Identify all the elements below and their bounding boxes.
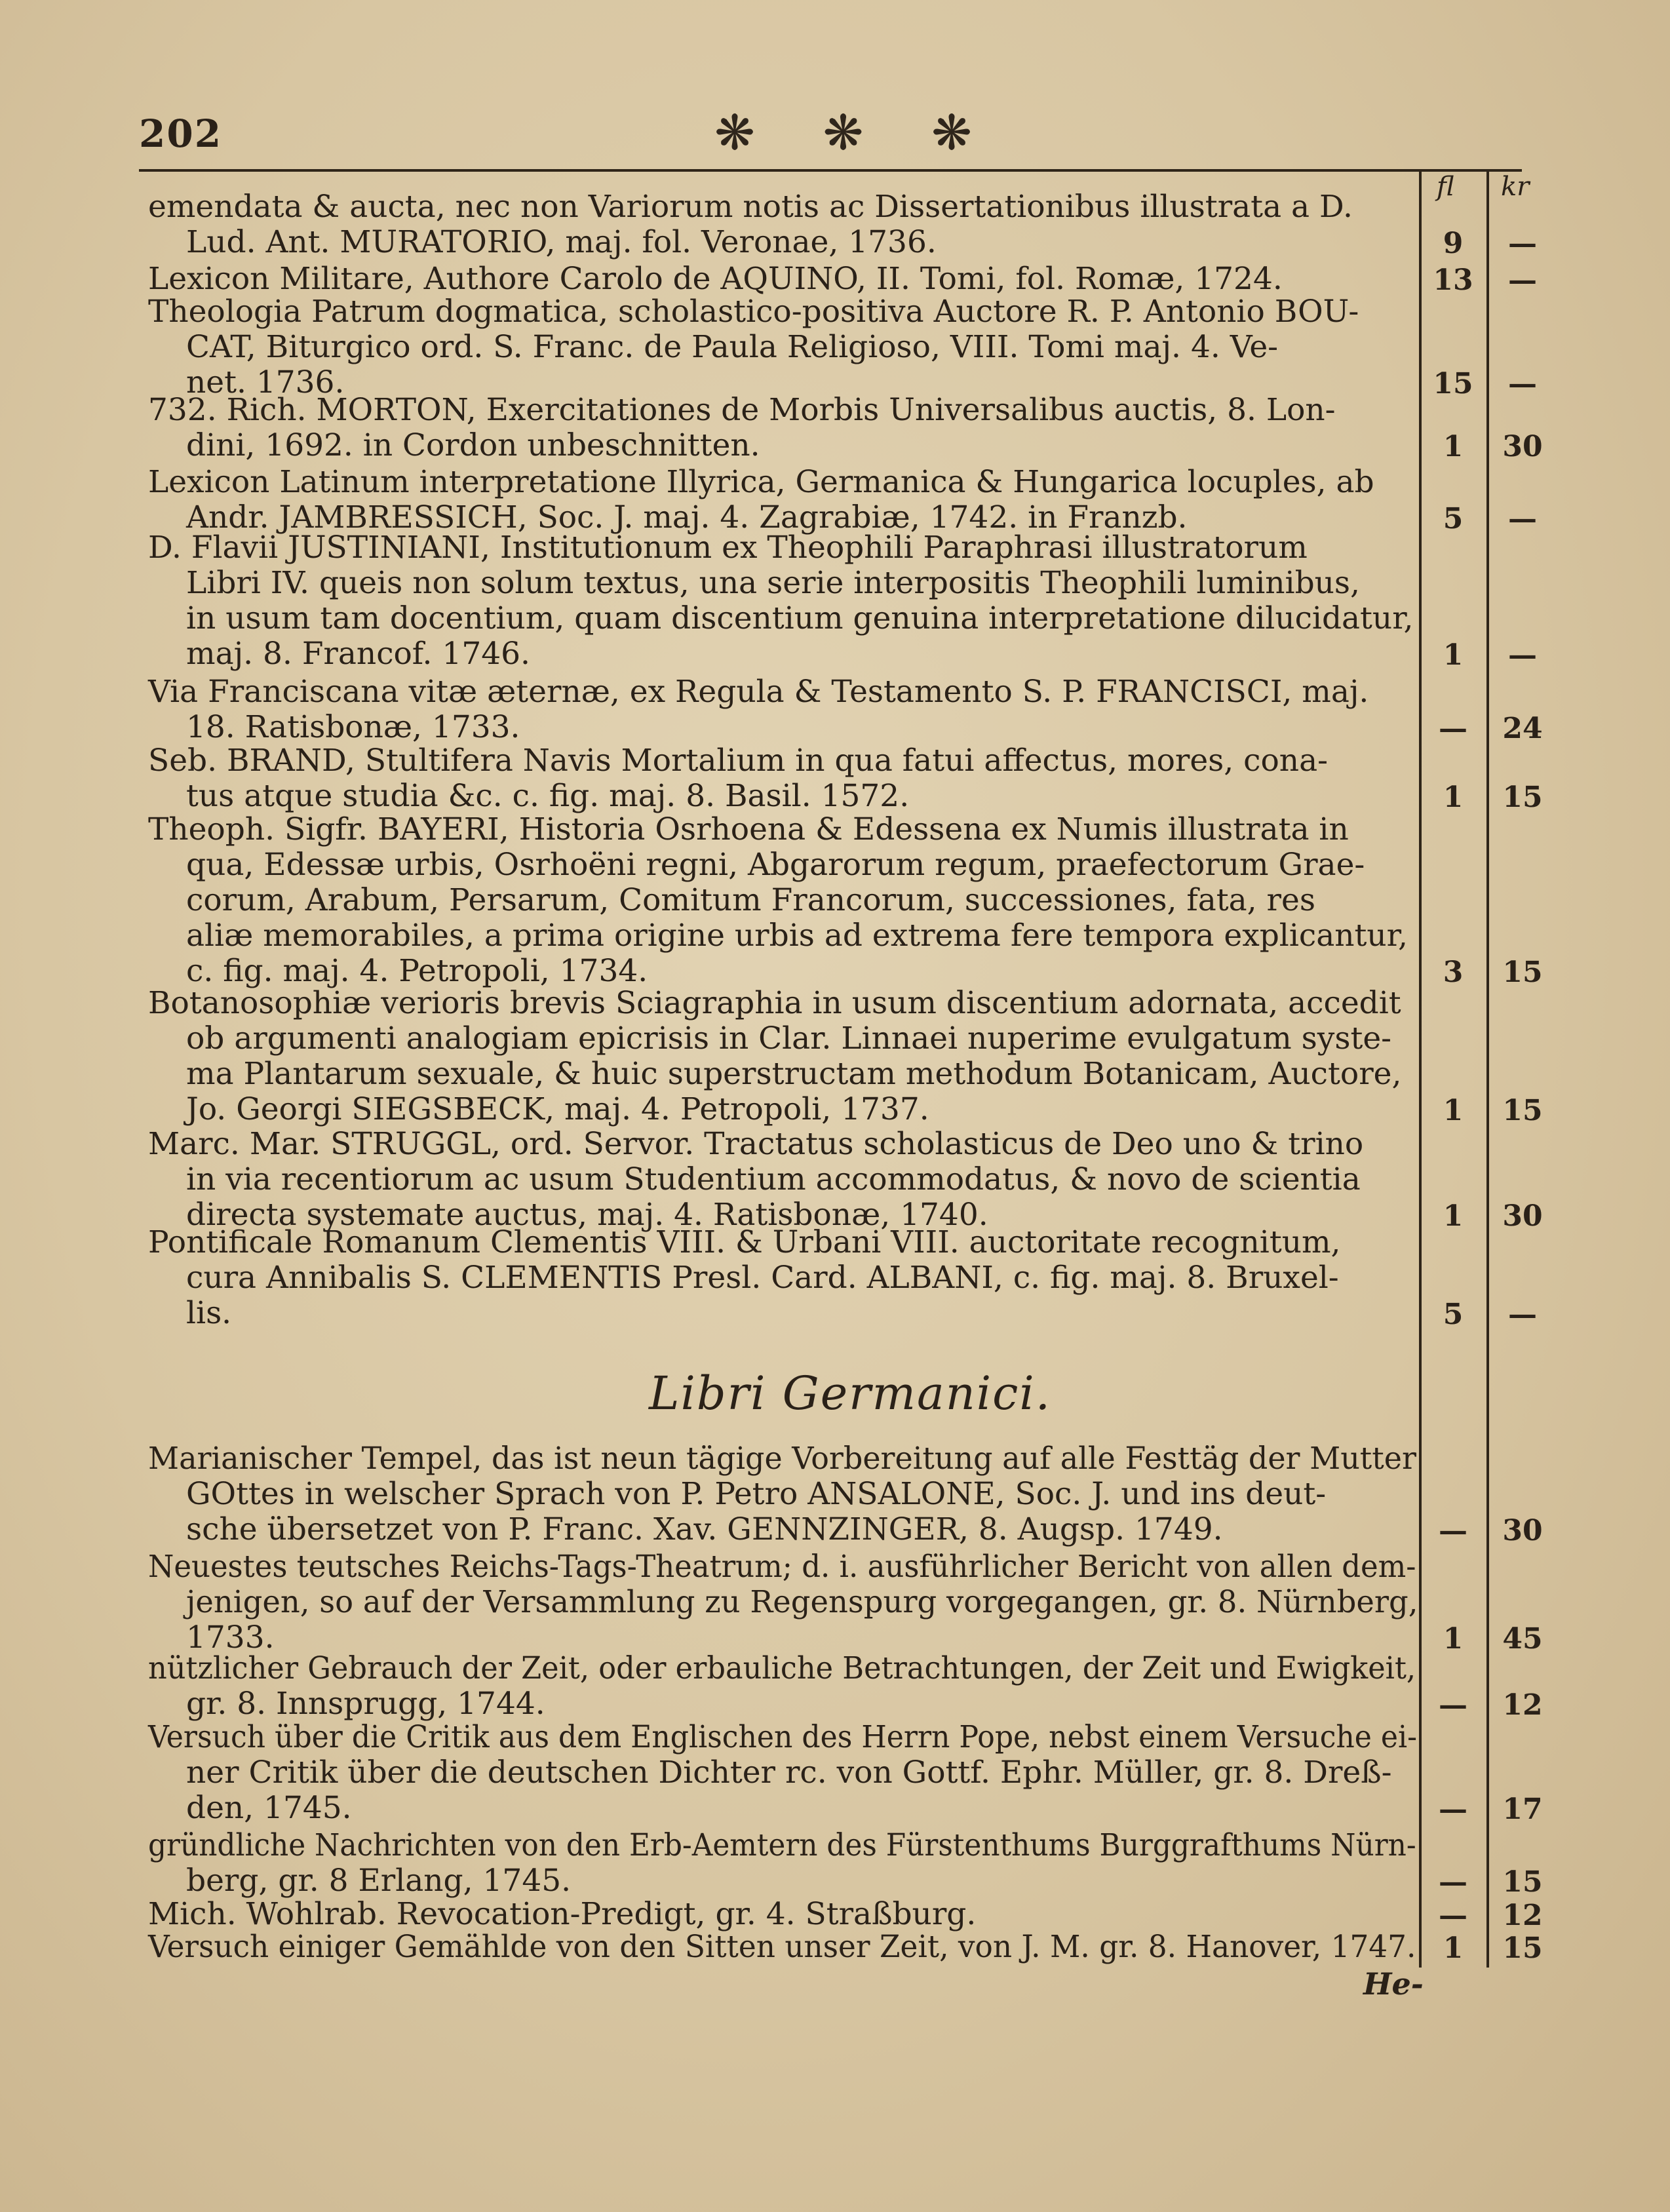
price-kreuzer: 15 <box>1502 956 1543 989</box>
entry-line: Lexicon Militare, Authore Carolo de AQUINO, II. Tomi, fol. Romæ, 1724. <box>148 261 1283 297</box>
price-florin: 1 <box>1443 430 1464 463</box>
entry-line: dini, 1692. in Cordon unbeschnitten. <box>186 427 760 463</box>
price-florin: 13 <box>1433 263 1473 297</box>
price-kreuzer: — <box>1508 638 1537 672</box>
price-florin: 1 <box>1443 781 1464 814</box>
entry-line: 732. Rich. MORTON, Exercitationes de Morbis Universalibus auctis, 8. Lon- <box>148 392 1336 428</box>
price-kreuzer: — <box>1508 367 1537 400</box>
price-florin: — <box>1439 712 1467 745</box>
price-kreuzer: 12 <box>1502 1899 1543 1932</box>
column-rule-left <box>1419 172 1422 1968</box>
entry-line: Libri IV. queis non solum textus, una serie interpositis Theophili luminibus, <box>186 565 1360 601</box>
price-kreuzer: 15 <box>1502 1094 1543 1127</box>
entry-line: berg, gr. 8 Erlang, 1745. <box>186 1863 572 1899</box>
entry-line: GOttes in welscher Sprach von P. Petro ANSALONE, Soc. J. und ins deut- <box>186 1476 1327 1512</box>
entry-line: jenigen, so auf der Versammlung zu Regenspurg vorgegangen, gr. 8. Nürnberg, <box>186 1584 1418 1620</box>
price-kreuzer: — <box>1508 1298 1537 1331</box>
entry-line: corum, Arabum, Persarum, Comitum Francorum, successiones, fata, res <box>186 882 1315 918</box>
price-kreuzer: 45 <box>1502 1622 1543 1656</box>
entry-line: Versuch einiger Gemählde von den Sitten unser Zeit, von J. M. gr. 8. Hanover, 1747. <box>148 1929 1416 1965</box>
entry-line: Theoph. Sigfr. BAYERI, Historia Osrhoena & Edessena ex Numis illustrata in <box>148 811 1349 847</box>
entry-line: Neuestes teutsches Reichs-Tags-Theatrum; d. i. ausführlicher Bericht von allen dem- <box>148 1549 1416 1585</box>
entry-line: sche übersetzet von P. Franc. Xav. GENNZINGER, 8. Augsp. 1749. <box>186 1511 1223 1547</box>
entry-line: qua, Edessæ urbis, Osrhoëni regni, Abgarorum regum, praefectorum Grae- <box>186 847 1365 883</box>
entry-line: Versuch über die Critik aus dem Englischen des Herrn Pope, nebst einem Versuche ei- <box>148 1719 1417 1755</box>
column-rule-right <box>1486 172 1489 1968</box>
column-header-kr: kr <box>1501 172 1530 202</box>
price-kreuzer: — <box>1508 263 1537 297</box>
entry-line: c. fig. maj. 4. Petropoli, 1734. <box>186 953 648 989</box>
entry-line: Marianischer Tempel, das ist neun tägige Vorbereitung auf alle Festtäg der Mutter <box>148 1441 1416 1477</box>
section-heading: Libri Germanici. <box>649 1367 1052 1420</box>
entry-line: CAT, Biturgico ord. S. Franc. de Paula Religioso, VIII. Tomi maj. 4. Ve- <box>186 329 1279 365</box>
price-florin: — <box>1439 1865 1467 1899</box>
price-florin: 3 <box>1443 956 1464 989</box>
price-florin: 15 <box>1433 367 1473 400</box>
price-florin: — <box>1439 1793 1467 1826</box>
entry-line: den, 1745. <box>186 1790 352 1826</box>
price-kreuzer: 15 <box>1502 781 1543 814</box>
entry-line: Botanosophiæ verioris brevis Sciagraphia in usum discentium adornata, accedit <box>148 985 1401 1021</box>
entry-line: in usum tam docentium, quam discentium genuina interpretatione dilucidatur, <box>186 600 1414 636</box>
price-kreuzer: 17 <box>1502 1793 1543 1826</box>
price-florin: — <box>1439 1514 1467 1547</box>
entry-line: directa systemate auctus, maj. 4. Ratisbonæ, 1740. <box>186 1197 988 1233</box>
entry-line: ma Plantarum sexuale, & huic superstructam methodum Botanicam, Auctore, <box>186 1056 1402 1092</box>
price-kreuzer: — <box>1508 227 1537 260</box>
price-florin: 5 <box>1443 502 1464 535</box>
entry-line: emendata & aucta, nec non Variorum notis ac Dissertationibus illustrata a D. <box>148 189 1353 225</box>
entry-line: 1733. <box>186 1620 275 1656</box>
price-kreuzer: 15 <box>1502 1931 1543 1965</box>
entry-line: Via Franciscana vitæ æternæ, ex Regula & Testamento S. P. FRANCISCI, maj. <box>148 674 1369 710</box>
entry-line: gr. 8. Innsprugg, 1744. <box>186 1686 545 1722</box>
entry-line: cura Annibalis S. CLEMENTIS Presl. Card. ALBANI, c. fig. maj. 8. Bruxel- <box>186 1260 1339 1296</box>
entry-line: lis. <box>186 1295 232 1331</box>
entry-line: Lexicon Latinum interpretatione Illyrica, Germanica & Hungarica locuples, ab <box>148 464 1374 500</box>
price-kreuzer: 24 <box>1502 712 1543 745</box>
entry-line: in via recentiorum ac usum Studentium accommodatus, & novo de scientia <box>186 1161 1361 1197</box>
entry-line: Lud. Ant. MURATORIO, maj. fol. Veronae, 1736. <box>186 224 937 260</box>
entry-line: Theologia Patrum dogmatica, scholastico-positiva Auctore R. P. Antonio BOU- <box>148 294 1359 330</box>
entry-line: ner Critik über die deutschen Dichter rc. von Gottf. Ephr. Müller, gr. 8. Dreß- <box>186 1755 1392 1791</box>
price-florin: 1 <box>1443 1622 1464 1656</box>
header-ornament: ❋ ❋ ❋ <box>714 105 999 161</box>
entry-line: gründliche Nachrichten von den Erb-Aemtern des Fürstenthums Burggrafthums Nürn- <box>148 1827 1416 1863</box>
entry-line: 18. Ratisbonæ, 1733. <box>186 709 520 745</box>
entry-line: maj. 8. Francof. 1746. <box>186 636 530 672</box>
price-kreuzer: 30 <box>1502 1199 1543 1233</box>
price-florin: 1 <box>1443 1094 1464 1127</box>
price-florin: 5 <box>1443 1298 1464 1331</box>
catchword: He- <box>1363 1966 1424 2002</box>
price-kreuzer: — <box>1508 502 1537 535</box>
price-florin: 1 <box>1443 1199 1464 1233</box>
price-kreuzer: 12 <box>1502 1688 1543 1722</box>
price-florin: 1 <box>1443 1931 1464 1965</box>
header-rule <box>139 169 1522 172</box>
entry-line: Andr. JAMBRESSICH, Soc. J. maj. 4. Zagrabiæ, 1742. in Franzb. <box>186 499 1188 535</box>
page-number: 202 <box>139 111 223 156</box>
entry-line: net. 1736. <box>186 364 345 400</box>
entry-line: nützlicher Gebrauch der Zeit, oder erbauliche Betrachtungen, der Zeit und Ewigkeit, <box>148 1650 1416 1686</box>
price-florin: — <box>1439 1688 1467 1722</box>
entry-line: Mich. Wohlrab. Revocation-Predigt, gr. 4. Straßburg. <box>148 1896 977 1932</box>
price-kreuzer: 30 <box>1502 1514 1543 1547</box>
price-florin: 1 <box>1443 638 1464 672</box>
entry-line: Pontificale Romanum Clementis VIII. & Urbani VIII. auctoritate recognitum, <box>148 1224 1341 1260</box>
entry-line: ob argumenti analogiam epicrisis in Clar. Linnaei nuperime evulgatum syste- <box>186 1020 1392 1057</box>
entry-line: tus atque studia &c. c. fig. maj. 8. Basil. 1572. <box>186 778 910 814</box>
entry-line: Jo. Georgi SIEGSBECK, maj. 4. Petropoli, 1737. <box>186 1091 929 1127</box>
price-florin: — <box>1439 1899 1467 1932</box>
entry-line: Seb. BRAND, Stultifera Navis Mortalium in qua fatui affectus, mores, cona- <box>148 743 1328 779</box>
entry-line: Marc. Mar. STRUGGL, ord. Servor. Tractatus scholasticus de Deo uno & trino <box>148 1126 1364 1162</box>
price-kreuzer: 15 <box>1502 1865 1543 1899</box>
price-kreuzer: 30 <box>1502 430 1543 463</box>
entry-line: aliæ memorabiles, a prima origine urbis ad extrema fere tempora explicantur, <box>186 918 1408 954</box>
price-florin: 9 <box>1443 227 1464 260</box>
column-header-fl: fl <box>1437 172 1454 202</box>
entry-line: D. Flavii JUSTINIANI, Institutionum ex Theophili Paraphrasi illustratorum <box>148 530 1308 566</box>
